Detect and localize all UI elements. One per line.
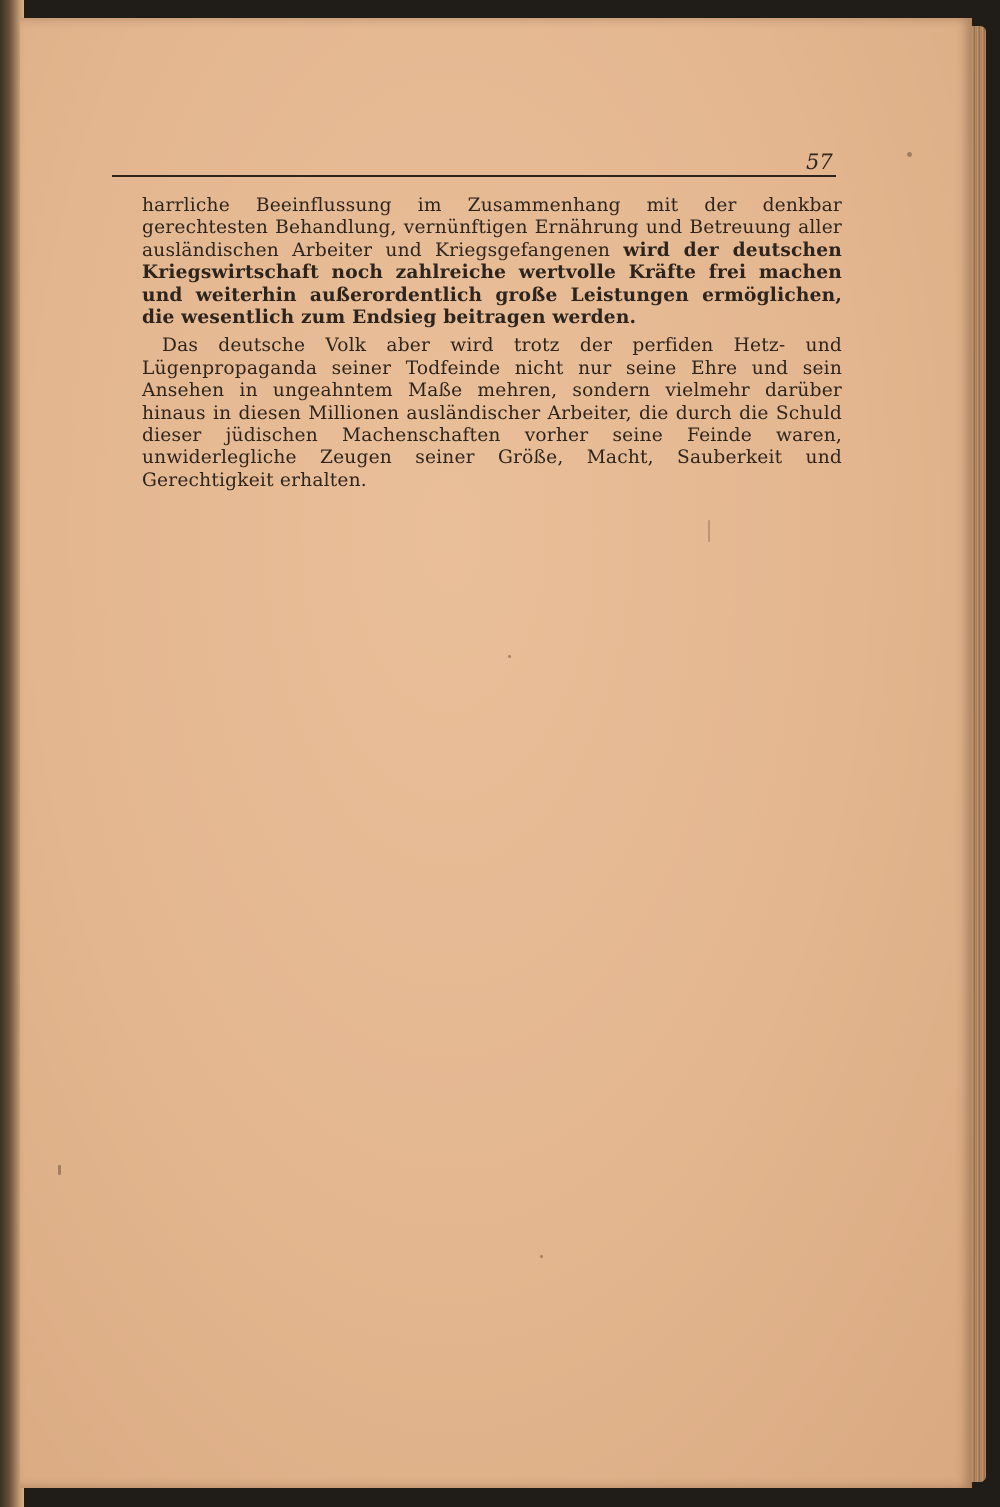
paper-speck bbox=[907, 152, 912, 157]
paper-speck bbox=[708, 520, 710, 542]
paragraph-2-run-1: Das deutsche Volk aber wird trotz der perfiden Hetz- und Lügenpropaganda seiner Todfeinde nicht nur seine Ehre und sein Ansehen in ungeahntem Maße mehren, sondern vielmehr darüber hinaus in diesen Millionen ausländischer Arbeiter, die durch die Schuld dieser jüdischen Machenschaften vorher seine Feinde waren, unwiderlegliche Zeugen seiner Größe, Macht, Sauberkeit und Gerechtigkeit erhalten. bbox=[142, 335, 842, 491]
paper-speck bbox=[58, 1165, 61, 1175]
paragraph-1-run-2-bold: wird der deutschen Kriegswirtschaft noch zahlreiche wertvolle Kräfte frei machen und weiterhin außerordentlich große Leistungen ermöglichen, die wesentlich zum Endsieg beitragen werden. bbox=[142, 239, 842, 329]
paper-speck bbox=[508, 655, 511, 658]
paragraph-1-run-1: harrliche Beeinflussung im Zusammenhang mit der denkbar gerechtesten Behandlung, vernünftigen Ernährung und Betreuung aller ausländischen Arbeiter und Kriegsgefangenen bbox=[142, 195, 842, 261]
paragraph-2 bbox=[142, 335, 842, 492]
header-rule bbox=[112, 175, 836, 177]
body-text bbox=[142, 195, 842, 492]
page-number: 57 bbox=[806, 150, 833, 174]
paper-speck bbox=[540, 1255, 543, 1258]
paragraph-1 bbox=[142, 195, 842, 329]
